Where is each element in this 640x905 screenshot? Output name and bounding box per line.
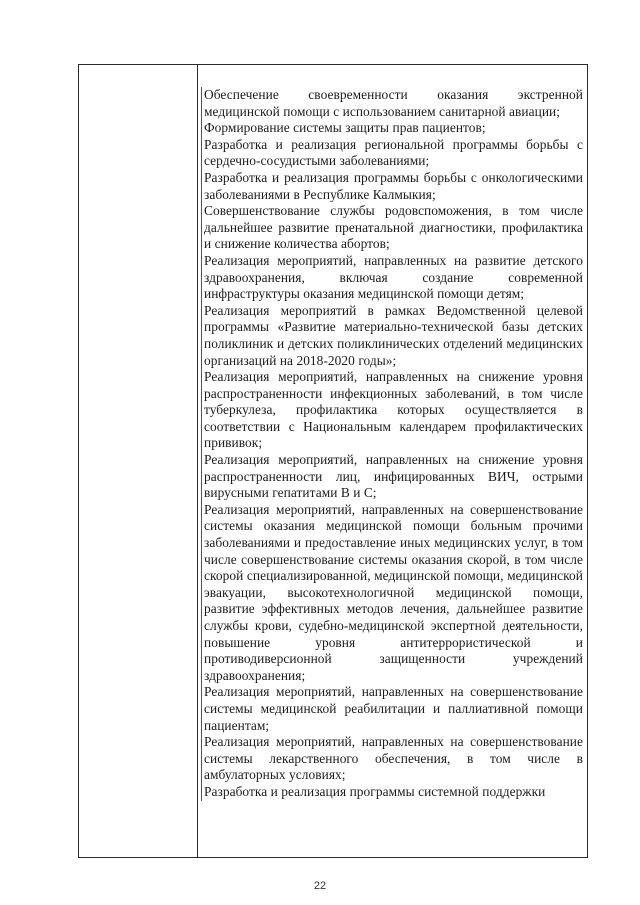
measure-item: Реализация мероприятий, направленных на совершенствование системы лекарственного обеспечения, в том числе в амбулаторных условиях; <box>201 734 583 784</box>
measure-item: Разработка и реализация программы системной поддержки <box>201 784 583 801</box>
measure-item: Совершенствование службы родовспоможения, в том числе дальнейшее развитие пренатальной диагностики, профилактика и снижение количества абортов; <box>201 203 583 253</box>
measure-item: Обеспечение своевременности оказания экстренной медицинской помощи с использованием санитарной авиации; <box>201 87 583 120</box>
measures-list <box>201 87 583 801</box>
table-first-column <box>79 65 197 857</box>
measure-item: Реализация мероприятий, направленных на снижение уровня распространенности лиц, инфицированных ВИЧ, острыми вирусными гепатитами В и С; <box>201 452 583 502</box>
measure-item: Реализация мероприятий в рамках Ведомственной целевой программы «Развитие материально-технической базы детских поликлиник и детских поликлинических отделений медицинских организаций на 2018-2020 годы»; <box>201 303 583 369</box>
measure-item: Реализация мероприятий, направленных на развитие детского здравоохранения, включая создание современной инфраструктуры оказания медицинской помощи детям; <box>201 253 583 303</box>
measure-item: Реализация мероприятий, направленных на совершенствование системы медицинской реабилитации и паллиативной помощи пациентам; <box>201 684 583 734</box>
measure-item: Разработка и реализация региональной программы борьбы с сердечно-сосудистыми заболеваниями; <box>201 137 583 170</box>
column-divider <box>197 65 198 857</box>
measure-item: Формирование системы защиты прав пациентов; <box>201 120 583 137</box>
measures-table <box>78 64 588 858</box>
measure-item: Реализация мероприятий, направленных на снижение уровня распространенности инфекционных заболеваний, в том числе туберкулеза, профилактика которых осуществляется в соответствии с Национальным календарем профилактических прививок; <box>201 369 583 452</box>
measure-item: Реализация мероприятий, направленных на совершенствование системы оказания медицинской помощи больным прочими заболеваниями и предоставление иных медицинских услуг, в том числе совершенствование системы оказания скорой, в том числе скорой специализированной, медицинской помощи, медицинской эвакуации, высокотехнологичной медицинской помощи, развитие эффективных методов лечения, дальнейшее развитие службы крови, судебно-медицинской экспертной деятельности, повышение уровня антитеррористической и противодиверсионной защищенности учреждений здравоохранения; <box>201 502 583 685</box>
page-number: 22 <box>313 880 327 892</box>
measure-item: Разработка и реализация программы борьбы с онкологическими заболеваниями в Республике Калмыкия; <box>201 170 583 203</box>
